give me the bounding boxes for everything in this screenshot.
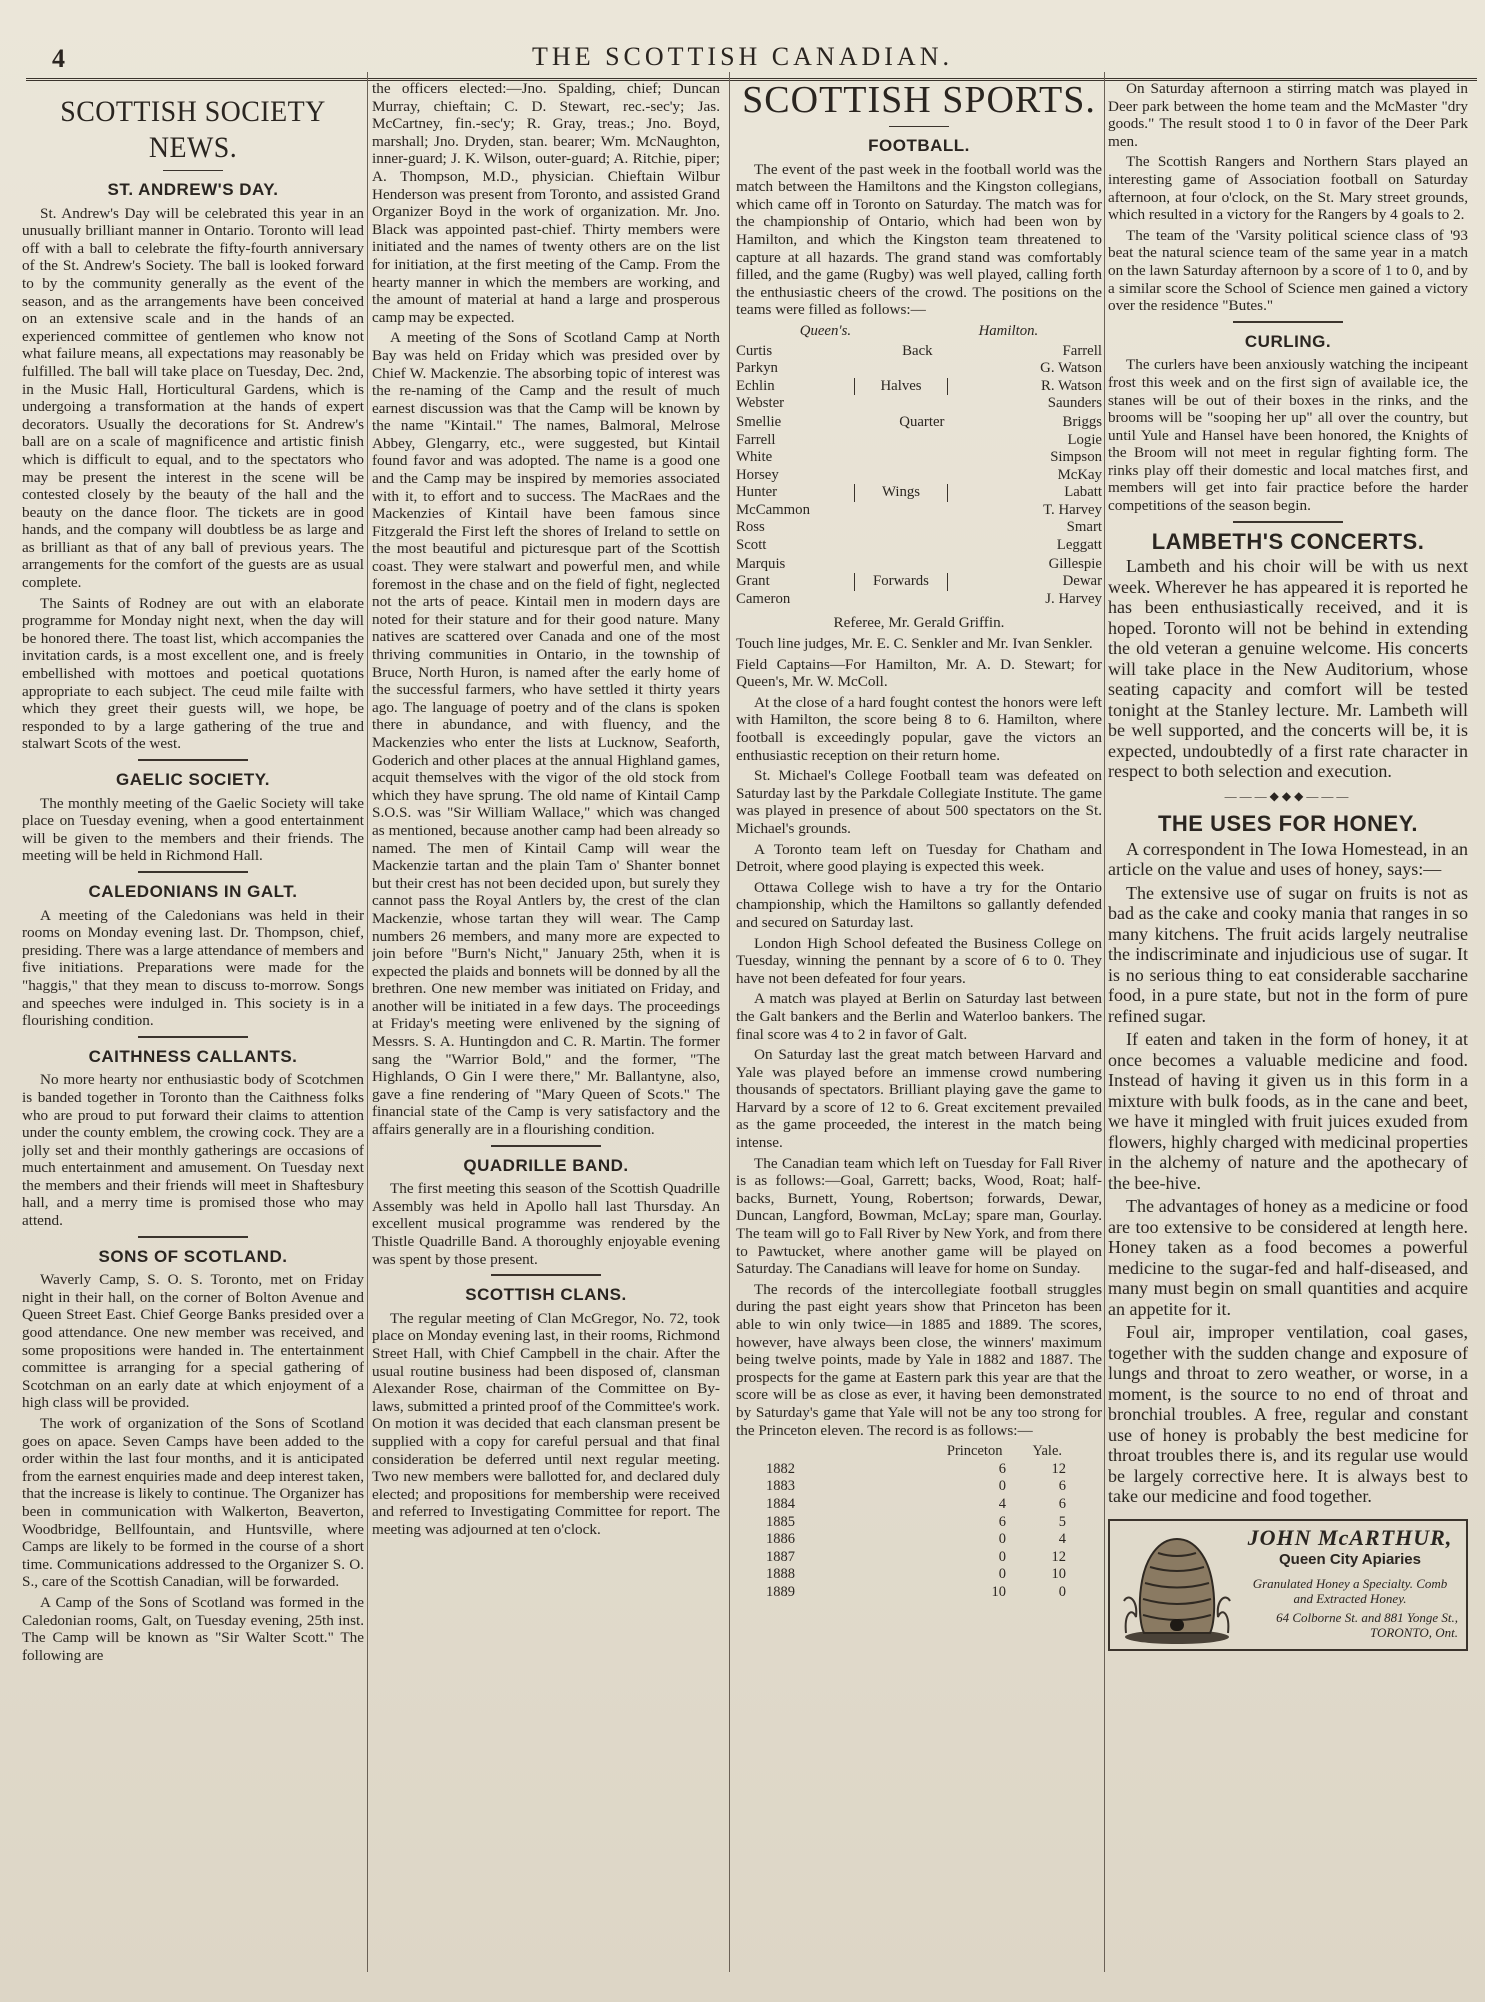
player-name: Curtis — [736, 342, 773, 359]
article-paragraph: If eaten and taken in the form of honey, it at once becomes a valuable medicine and food. Instead of having it given us in this form in a mixture with bulk foods, as in the cane and beet, we have it mingled with fruit juices exuded from flowers, highly charged with medicinal properties in the alchemy of nature and the apothecary of the bee-hive. — [1108, 1029, 1468, 1193]
business-name: Queen City Apiaries — [1279, 1550, 1421, 1568]
article-paragraph: St. Michael's College Football team was defeated on Saturday last by the Parkdale Collegiate Institute. The game was played in presence of about 500 spectators on the St. Michael's grounds. — [736, 767, 1102, 837]
beehive-illustration — [1118, 1529, 1236, 1647]
record-row — [766, 1531, 1066, 1549]
ornament-divider: ———◆◆◆——— — [1224, 788, 1352, 803]
product-description: Granulated Honey a Specialty. Comb and Extracted Honey. — [1252, 1576, 1448, 1607]
article-heading: SONS OF SCOTLAND. — [98, 1246, 288, 1266]
yale-score: 5 — [1058, 1513, 1066, 1530]
record-year: 1883 — [766, 1478, 795, 1495]
yale-score: 12 — [1051, 1460, 1066, 1477]
divider — [138, 759, 248, 761]
player-name: Briggs — [1062, 413, 1102, 430]
divider — [1233, 521, 1343, 523]
article-paragraph: On Saturday afternoon a stirring match was played in Deer park between the home team and the McMaster "dry goods." The result stood 1 to 0 in favor of the Deer Park men. — [1108, 80, 1468, 150]
divider — [889, 126, 949, 127]
article-paragraph: At the close of a hard fought contest the honors were left with Hamilton, the score being 8 to 6. Hamilton, where football is exceedingly popular, gave the victors an enthusiastic reception on their return home. — [736, 693, 1102, 764]
divider — [163, 170, 223, 171]
player-name: Smellie — [736, 413, 782, 430]
princeton-score: 6 — [998, 1513, 1006, 1530]
article-paragraph: A meeting of the Sons of Scotland Camp at North Bay was held on Friday which was presided over by Chief W. Mackenzie. The absorbing topic of interest was the re-naming of the Camp and the result of much earnest discussion was that the Camp will be known by the name "Kintail." The names, Balmoral, Melrose Abbey, Glengarry, etc., were suggested, but Kintail found favor and was adopted. The name is a good one and the Camp may be inspired by memories associated with it, to effort and to success. The MacRaes and the Mackenzies of Kintail have been famous since Fitzgerald the First left the shores of Ireland to settle on the most beautiful and picturesque part of the Scottish coast. They were stalwart and powerful men, and while foremost in the chase and on the field of fight, neglected not the arts of peace. Kintail men in modern days are noted for their stature and for their good nature. Many natives are scattered over Canada and one of the most thriving communities in Ontario, in the township of Bruce, North Huron, is named after the early home of the successful farmers, who have settled it thirty years ago. The language of poetry and of the clans is spoken there in abundance, and with fluency, and the Mackenzies who enter the lists at Lucknow, Seaforth, Goderich and other places at the annual Highland games, acquit themselves with the vigor of the old stock from which they have sprung. The old name of Kintail Camp S.O.S. was "Sir William Wallace," which was changed as mentioned, because another camp had been already so named. The men of Kintail Camp will wear the Mackenzie tartan and the plain Tam o' Shanter bonnet but their crest has not been decided upon, but surely they cannot pass the Royal Antlers by, the crest of the clan Mackenzie, whose tartan they will wear. The Camp numbers 26 members, and many more are expected to join before "Burn's Nicht," January 25th, when it is expected the plaids and bonnets will be donned by all the brethren. One new member was initiated on Friday, and another will be initiated in a few days. The proceedings at Friday's meeting were enlivened by the signing of Messrs. S. A. Huntingdon and C. R. Martin. The former sang the "Warrior Bold," and the former, "The Highlands, O Gin I were there," Mr. Ballantyne, also, gave a fine rendering of "Mary Queen of Scots." The financial state of the Camp is very satisfactory and the affairs generally are in a flourishing condition. — [372, 329, 720, 1139]
player-name: Farrell — [1062, 342, 1102, 359]
article-heading: GAELIC SOCIETY. — [116, 770, 270, 789]
article-paragraph: The Saints of Rodney are out with an elaborate programme for Monday night next, when the day will be honored there. The toast list, which accompanies the invitation cards, is a most excellent one, and is freely embellished with mottoes and poetical quotations appropriate to each subject. The ceud mile failte with which they greet their guests will, we hope, be responded to by a large gathering of the true and stalwart Scots of the west. — [22, 594, 364, 753]
article-paragraph: St. Andrew's Day will be celebrated this year in an unusually brilliant manner in Ontario. Toronto will lead off with a ball to celebrate the fifty-fourth anniversary of the St. Andrew's Society. The ball is looked forward to by the community generally as the event of the season, and as the arrangements have been conceived on an extensive scale and in the hands of an experienced committee of gentlemen who know not what failure means, all expectations may reasonably be fulfilled. The ball will take place on Tuesday, Dec. 2nd, in the Music Hall, Horticultural Gardens, which is undergoing a transformation at the hands of expert decorators. Usually the decorations for St. Andrew's ball are on a scale of magnificence and artistic finish which is difficult to equal, and to the spectators who may be present the interest in the scene will be contested closely by the beauty of the hall and the beauty on the dance floor. The tickets are in good hands, and the company will doubtless be as large and as brilliant as that of any ball of previous years. The arrangements for the comfort of the guests are as usual complete. — [22, 204, 364, 592]
record-row — [766, 1584, 1066, 1602]
player-name: Farrell — [736, 431, 776, 448]
record-row — [766, 1478, 1066, 1496]
divider — [138, 1036, 248, 1038]
article-paragraph: A correspondent in The Iowa Homestead, in an article on the value and uses of honey, says:— — [1108, 838, 1468, 880]
princeton-score: 0 — [998, 1531, 1006, 1548]
article-paragraph: The Canadian team which left on Tuesday for Fall River is as follows:—Goal, Garrett; backs, Wood, Roat; half-backs, Burnett, Young, Robertson; forwards, Dewar, Duncan, Langford, Bowman, McLay; spare man, Gourlay. The team will go to Fall River by New York, and from there to Pawtucket, where another game will be played on Saturday. The Canadians will leave for home on Sunday. — [736, 1154, 1102, 1278]
lineup-row — [736, 414, 1102, 432]
lineup-row — [736, 343, 1102, 361]
page-number: 4 — [52, 44, 65, 73]
field-captains-line: Field Captains—For Hamilton, Mr. A. D. Stewart; for Queen's, Mr. W. McColl. — [736, 655, 1102, 691]
record-row — [766, 1549, 1066, 1567]
article-paragraph: On Saturday last the great match between Harvard and Yale was played before an immense crowd numbering thousands of spectators. Brilliant playing gave the game to Harvard by a score of 12 to 6. Great excitement prevailed as the game proceeded, the interest in the match being intense. — [736, 1046, 1102, 1152]
column-3 — [736, 80, 1102, 1990]
position-label: Back — [902, 342, 933, 359]
column-rule — [729, 72, 730, 1972]
record-year: 1884 — [766, 1495, 795, 1512]
divider — [138, 1236, 248, 1238]
player-name: Logie — [1067, 431, 1102, 448]
player-name: Echlin — [736, 377, 775, 394]
article-paragraph: The team of the 'Varsity political science class of '93 beat the natural science team of the same year in a match on the lawn Saturday afternoon by a score of 1 to 0, and by a similar score the School of Science men gained a victory over the residence "Butes." — [1108, 226, 1468, 315]
article-paragraph: The first meeting this season of the Scottish Quadrille Assembly was held in Apollo hall last Thursday. An excellent musical programme was rendered by the Thistle Quadrille Band. A thoroughly enjoyable evening was spent by those present. — [372, 1180, 720, 1268]
article-heading: SCOTTISH CLANS. — [465, 1285, 627, 1305]
player-name: Simpson — [1050, 449, 1102, 466]
newspaper-title: THE SCOTTISH CANADIAN. — [532, 42, 953, 71]
article-paragraph: The records of the intercollegiate football struggles during the past eight years show that Princeton has been able to win only twice—in 1885 and 1889. The scores, however, have always been close, the winners' maximum being twelve points, made by Yale in 1882 and 1887. The prospects for the game at Eastern park this year are that the score will be as close as ever, it having been demonstrated by Saturday's game that Yale will not be any too strong for the Princeton eleven. The record is as follows:— — [736, 1280, 1102, 1439]
article-heading: ST. ANDREW'S DAY. — [107, 180, 279, 199]
yale-score: 4 — [1058, 1531, 1066, 1548]
princeton-score: 10 — [991, 1583, 1006, 1600]
article-paragraph: The regular meeting of Clan McGregor, No. 72, took place on Monday evening last, in their rooms, Richmond Street Hall, with Chief Campbell in the chair. After the usual routine business had been disposed of, clansman Alexander Rose, chairman of the Committee on By-laws, submitted a printed proof of the Committee's work. On motion it was decided that each clansman present be supplied with a copy for careful persual and that final consideration be deferred until next regular meeting. Two new members were ballotted for, and declared duly elected; and propositions for membership were received and referred to Investigating Committee for report. The meeting was adjourned at ten o'clock. — [372, 1309, 720, 1538]
article-paragraph: London High School defeated the Business College on Tuesday, winning the pennant by a score of 6 to 0. They have not been defeated for four years. — [736, 934, 1102, 987]
column-header: Princeton — [946, 1443, 1003, 1460]
player-name: T. Harvey — [1043, 501, 1102, 518]
divider — [138, 871, 248, 873]
article-paragraph: The event of the past week in the football world was the match between the Hamiltons and the Kingston collegians, which came off in Toronto on Saturday. The match was for the championship of Ontario, which had been won by Hamilton, and which the Kingston team threatened to capture at all hazards. The grand stand was comfortably filled, and the game (Rugby) was well played, calling forth the enthusiastic cheers of the crowd. The positions on the teams were filled as follows:— — [736, 160, 1102, 319]
record-year: 1889 — [766, 1583, 795, 1600]
team-name: Queen's. — [799, 322, 852, 339]
article-paragraph: The advantages of honey as a medicine or food are too extensive to be considered at length here. Honey taken as a food becomes a powerful medicine to the sugar-fed and half-diseased, and many must begin on small quantities and acquire an appetite for it. — [1108, 1196, 1468, 1319]
player-name: G. Watson — [1040, 360, 1102, 377]
advertiser-name: JOHN McARTHUR, — [1247, 1524, 1453, 1550]
team-name: Hamilton. — [978, 322, 1039, 339]
article-heading: THE USES FOR HONEY. — [1157, 811, 1419, 837]
yale-score: 0 — [1058, 1583, 1066, 1600]
advertisement — [1108, 1519, 1468, 1651]
player-name: Gillespie — [1048, 555, 1102, 572]
article-heading: FOOTBALL. — [868, 136, 970, 155]
player-name: Marquis — [736, 555, 786, 572]
article-paragraph: Lambeth and his choir will be with us next week. Wherever he has appeared it is reported he has been enthusiastically received, and it is hoped. Toronto will not be behind in extending the old veteran a genuine welcome. His concerts will take place in the New Auditorium, whose seating capacity and comfort will be tested tonight at the Stanley lecture. Mr. Lambeth will be well supported, and the concerts will be, it is expected, undoubtedly of a first rate character in respect to both selection and execution. — [1108, 556, 1468, 782]
player-name: Dewar — [1062, 573, 1102, 590]
position-label: Halves — [854, 378, 948, 396]
divider — [491, 1145, 601, 1147]
lineup-group — [736, 432, 1102, 555]
player-name: Webster — [736, 395, 785, 412]
article-heading: LAMBETH'S CONCERTS. — [1151, 528, 1425, 554]
column-rule — [1104, 72, 1105, 1972]
divider — [1233, 321, 1343, 323]
position-label: Quarter — [899, 413, 945, 430]
lineup-group — [736, 556, 1102, 609]
section-title: SCOTTISH SOCIETY NEWS. — [60, 95, 326, 164]
yale-score: 10 — [1051, 1566, 1066, 1583]
princeton-score: 0 — [998, 1478, 1006, 1495]
record-row — [766, 1461, 1066, 1479]
yale-score: 6 — [1058, 1495, 1066, 1512]
player-name: Saunders — [1047, 395, 1102, 412]
record-year: 1888 — [766, 1566, 795, 1583]
princeton-score: 0 — [998, 1548, 1006, 1565]
business-address: 64 Colborne St. and 881 Yonge St., TORONTO, Ont. — [1276, 1610, 1458, 1641]
team-lineup-table — [736, 323, 1102, 609]
player-name: J. Harvey — [1045, 590, 1102, 607]
record-year: 1885 — [766, 1513, 795, 1530]
masthead — [0, 18, 1485, 78]
article-heading: CAITHNESS CALLANTS. — [88, 1046, 298, 1066]
record-row — [766, 1514, 1066, 1532]
record-row — [766, 1566, 1066, 1584]
player-name: Leggatt — [1056, 537, 1102, 554]
lineup-group — [736, 360, 1102, 413]
player-name: Scott — [736, 537, 767, 554]
article-paragraph: The curlers have been anxiously watching the incipeant frost this week and on the first sign of available ice, the stanes will be out of their boxes in the rinks, and the brooms will be "sooping her up" all over the country, but until Yule and Hansel have been honored, the Knights of the Broom will not meet in regular fighting form. The rinks play off their domestic and local matches first, and members will get into fair practice before the harder competitions of the season begin. — [1108, 356, 1468, 515]
player-name: Smart — [1066, 519, 1102, 536]
player-name: Grant — [736, 573, 770, 590]
column-4 — [1108, 80, 1468, 1990]
article-paragraph: A Camp of the Sons of Scotland was formed in the Caledonian rooms, Galt, on Tuesday evening, 25th inst. The Camp will be known as "Sir Walter Scott." The following are — [22, 1593, 364, 1664]
player-name: Ross — [736, 519, 765, 536]
yale-score: 6 — [1058, 1478, 1066, 1495]
referee-line: Referee, Mr. Gerald Griffin. — [833, 614, 1005, 632]
article-paragraph: The Scottish Rangers and Northern Stars played an interesting game of Association football on Saturday afternoon, at four o'clock, on the St. Mary street grounds, which resulted in a victory for the Rangers by 4 goals to 2. — [1108, 153, 1468, 224]
position-label: Wings — [854, 484, 948, 502]
princeton-score: 4 — [998, 1495, 1006, 1512]
record-year: 1882 — [766, 1460, 795, 1477]
record-row — [766, 1496, 1066, 1514]
column-1 — [22, 80, 364, 1990]
princeton-score: 6 — [998, 1460, 1006, 1477]
player-name: Horsey — [736, 466, 779, 483]
column-2 — [372, 80, 720, 1990]
article-paragraph: A Toronto team left on Tuesday for Chatham and Detroit, where good playing is expected this week. — [736, 840, 1102, 876]
player-name: Parkyn — [736, 360, 778, 377]
article-paragraph: The work of organization of the Sons of Scotland goes on apace. Seven Camps have been added to the order within the last four months, and it is anticipated from the earnest enquiries made and deep interest taken, that the increase is likely to continue. The Organizer has been in communication with Walkerton, Beaverton, Woodbridge, Bellfountain, and Huntsville, where Camps are likely to be formed in the course of a short time. Communications addressed to the Organizer S. O. S., care of the Scottish Canadian, will be forwarded. — [22, 1415, 364, 1591]
record-year: 1886 — [766, 1531, 795, 1548]
record-year: 1887 — [766, 1548, 795, 1565]
article-paragraph: Foul air, improper ventilation, coal gases, together with the sudden change and exposure of lungs and throat to zero weather, or worse, in a moment, is the source to no end of throat and bronchial troubles. A free, regular and constant use of honey is probably the best medicine for throat troubles there is, and its regular use would be largely corrective here. It is always best to take our medicine and food together. — [1108, 1322, 1468, 1507]
article-paragraph: The monthly meeting of the Gaelic Society will take place on Tuesday evening, when a good entertainment will be given to the members and their friends. The meeting will be held in Richmond Hall. — [22, 794, 364, 865]
player-name: McCammon — [736, 501, 810, 518]
article-paragraph: A match was played at Berlin on Saturday last between the Galt bankers and the Berlin and Waterloo bankers. The final score was 4 to 2 in favor of Galt. — [736, 990, 1102, 1043]
position-label: Forwards — [854, 573, 948, 591]
player-name: Labatt — [1064, 484, 1102, 501]
article-paragraph: A meeting of the Caledonians was held in their rooms on Monday evening last. Dr. Thompson, chief, presiding. There was a large attendance of members and five initiations. Preparations were made for the "haggis," that they mean to discuss to-morrow. Songs and speeches were indulged in. This society is in a flourishing condition. — [22, 906, 364, 1030]
record-table — [766, 1443, 1066, 1601]
article-paragraph: No more hearty nor enthusiastic body of Scotchmen is banded together in Toronto than the Caithness folks who are proud to put forward their claims to attention under the county emblem, the crowing cock. They are a jolly set and their monthly gatherings are occasions of much entertainment and amusement. On Tuesday next the members and their friends will meet in Shaftesbury hall, and a merry time is promised those who may attend. — [22, 1071, 364, 1230]
column-header: Yale. — [1032, 1443, 1062, 1460]
touch-judges-line: Touch line judges, Mr. E. C. Senkler and Mr. Ivan Senkler. — [736, 635, 1093, 653]
princeton-score: 0 — [998, 1566, 1006, 1583]
player-name: White — [736, 449, 773, 466]
player-name: R. Watson — [1040, 377, 1102, 394]
article-paragraph: the officers elected:—Jno. Spalding, chief; Duncan Murray, chieftain; C. D. Stewart, rec.-sec'y; Jas. McCartney, fin.-sec'y; R. Gray, treas.; Jno. Boyd, marshall; Jno. Dryden, stan. bearer; Wm. McNaughton, inner-guard; J. K. Wilson, outer-guard; A. Ritchie, piper; A. Thompson, M.D., physician. Chieftain Wilbur Henderson was present from Toronto, and assisted Grand Organizer Boyd in the work of organization. Mr. Jno. Black was appointed past-chief. Thirty members were initiated and the names of twenty others are on the list for initiation, at the first meeting of the Camp. From the hearty manner in which the members are working, and the amount of material at hand a large and prosperous camp may be expected. — [372, 80, 720, 326]
article-paragraph: Waverly Camp, S. O. S. Toronto, met on Friday night in their hall, on the corner of Bolton Avenue and Queen Street East. Chief George Banks presided over a good attendance. One new member was received, and some propositions were handed in. The entertainment committee is arranging for a special gathering of Scotchman on an early date at which enjoyment of a high class will be provided. — [22, 1271, 364, 1412]
player-name: Hunter — [736, 484, 778, 501]
article-paragraph: Ottawa College wish to have a try for the Ontario championship, which the Hamiltons so gallantly defended and secured on Saturday last. — [736, 878, 1102, 931]
column-rule — [367, 72, 368, 1972]
player-name: McKay — [1057, 466, 1102, 483]
beehive-icon — [1118, 1529, 1236, 1647]
yale-score: 12 — [1051, 1548, 1066, 1565]
article-paragraph: The extensive use of sugar on fruits is not as bad as the cake and cooky mania that ranges in so many kitchens. The fruit acids largely neutralise the indiscriminate and injudicious use of sugar. It is no serious thing to eat considerable saccharine food, in a pure state, but not in the form of pure refined sugar. — [1108, 882, 1468, 1026]
article-heading: CALEDONIANS IN GALT. — [88, 881, 298, 901]
article-heading: QUADRILLE BAND. — [463, 1155, 629, 1175]
article-heading: CURLING. — [1244, 331, 1332, 351]
section-title: SCOTTISH SPORTS. — [742, 80, 1096, 121]
divider — [491, 1274, 601, 1276]
player-name: Cameron — [736, 590, 791, 607]
